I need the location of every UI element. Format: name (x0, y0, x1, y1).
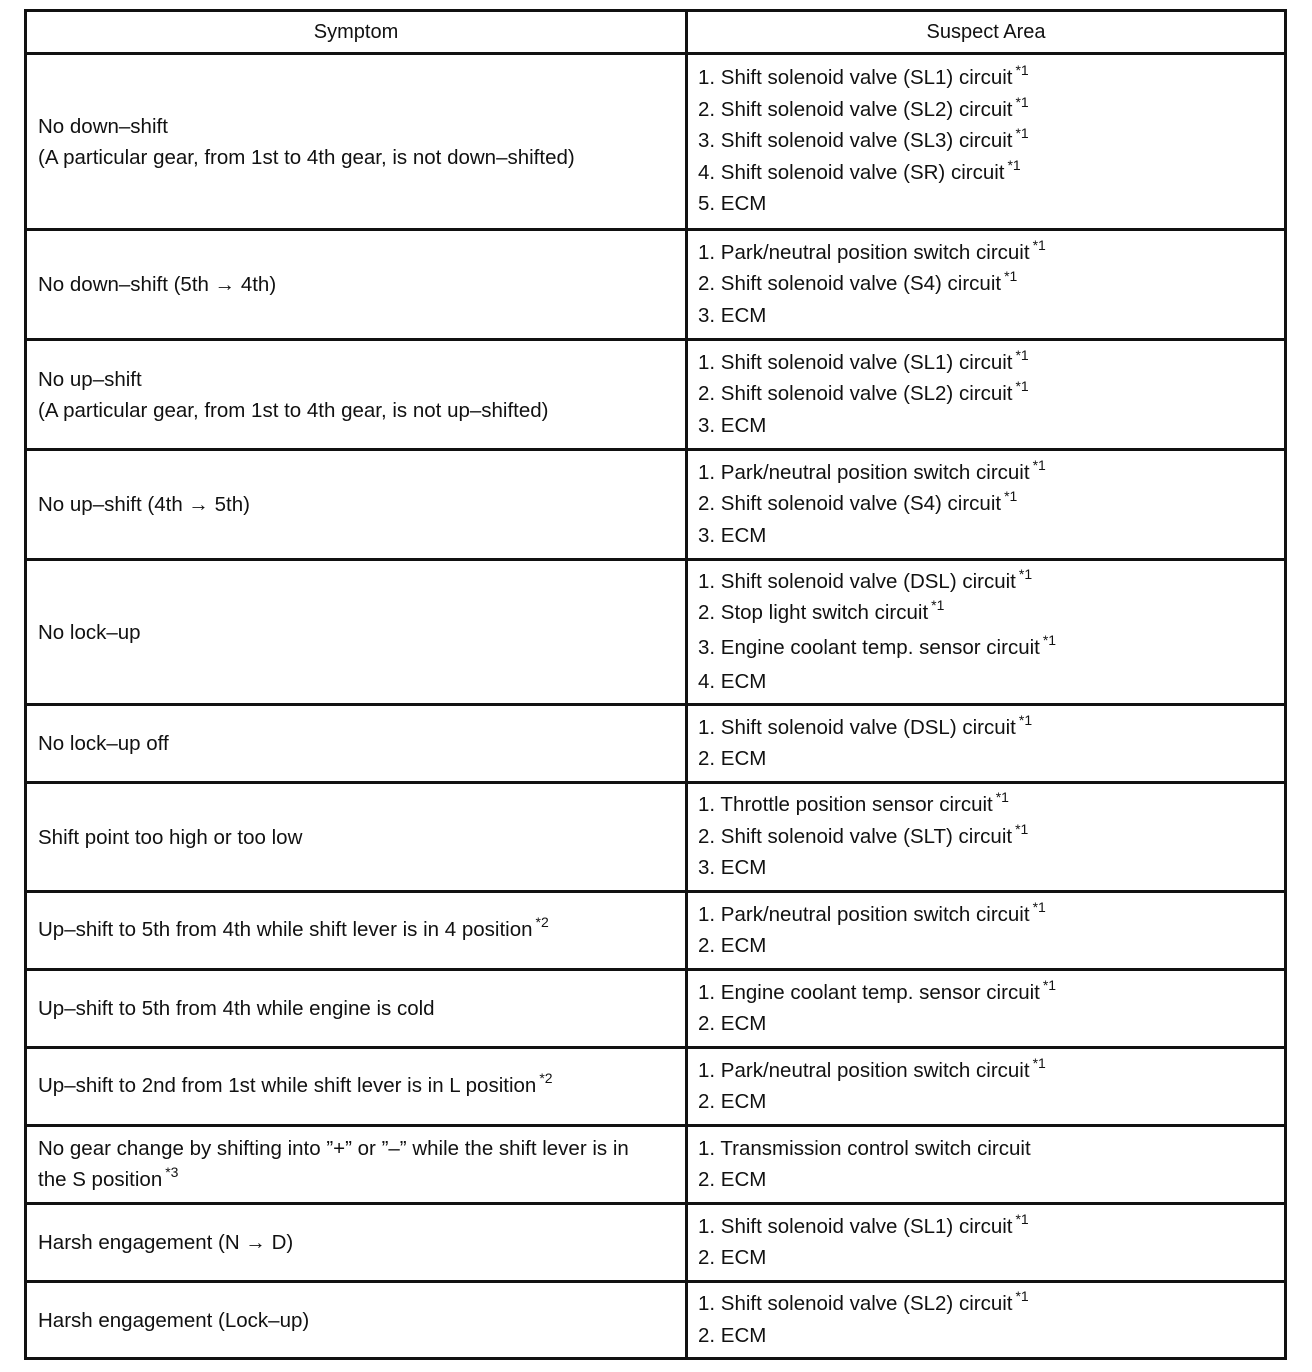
symptom-line (38, 728, 685, 759)
footnote-mark: *2 (535, 914, 549, 930)
suspect-text: 2. Shift solenoid valve (S4) circuit (698, 492, 1002, 516)
footnote-mark: *1 (1015, 346, 1029, 363)
suspect-text: 3. ECM (698, 523, 767, 547)
footnote-mark: *1 (1004, 268, 1018, 285)
symptom-cell (26, 54, 687, 230)
table-row (26, 970, 1286, 1048)
symptom-cell (26, 783, 687, 892)
suspect-text: 3. ECM (698, 303, 767, 327)
suspect-item (698, 379, 1284, 411)
symptom-line (38, 364, 685, 395)
footnote-mark: *1 (1042, 976, 1057, 993)
suspect-item (698, 1134, 1284, 1165)
suspect-item (698, 189, 1284, 220)
suspect-area-cell (687, 892, 1286, 970)
symptom-text: No lock–up off (38, 732, 169, 755)
symptom-line (38, 617, 685, 648)
suspect-item (698, 598, 1284, 630)
footnote-mark: *1 (1032, 898, 1046, 915)
symptom-cell (26, 450, 687, 560)
suspect-text: 2. ECM (698, 1167, 767, 1191)
symptom-line (38, 1305, 685, 1336)
header-row (26, 11, 1286, 54)
suspect-item (698, 931, 1284, 962)
suspect-item (698, 1289, 1284, 1321)
suspect-text: 1. Shift solenoid valve (SL1) circuit (698, 66, 1013, 90)
symptom-cell (26, 1126, 687, 1204)
symptom-line (38, 1164, 685, 1197)
footnote-mark: *1 (995, 789, 1009, 806)
symptom-text: No down–shift (38, 114, 168, 138)
suspect-text: 2. ECM (698, 747, 767, 770)
suspect-item (698, 667, 1284, 698)
suspect-item (698, 158, 1284, 190)
suspect-text: 2. Shift solenoid valve (SL2) circuit (698, 382, 1013, 406)
suspect-area-cell (687, 1204, 1286, 1282)
suspect-item (698, 822, 1284, 854)
suspect-item (698, 301, 1284, 332)
suspect-item (698, 567, 1284, 599)
table-row (26, 783, 1286, 892)
symptom-text: Up–shift to 5th from 4th while shift lever is in 4 position (38, 918, 533, 941)
footnote-mark: *1 (1032, 236, 1046, 253)
suspect-text: 4. ECM (698, 670, 767, 693)
suspect-item (698, 1165, 1284, 1196)
symptom-line (38, 489, 685, 520)
table-row (26, 230, 1286, 340)
symptom-line (38, 914, 685, 947)
suspect-area-cell (687, 1048, 1286, 1126)
suspect-item (698, 411, 1284, 442)
table-row (26, 450, 1286, 560)
suspect-item (698, 95, 1284, 127)
suspect-area-cell (687, 1282, 1286, 1359)
symptom-text: No up–shift (38, 367, 142, 391)
suspect-area-cell (687, 54, 1286, 230)
symptom-text: Harsh engagement (Lock–up) (38, 1308, 310, 1332)
footnote-mark: *1 (1015, 1288, 1029, 1304)
symptom-text: Up–shift to 2nd from 1st while shift lever is in L position (38, 1074, 537, 1097)
suspect-item (698, 348, 1284, 380)
suspect-text: 2. ECM (698, 1246, 767, 1269)
suspect-item (698, 1243, 1284, 1274)
suspect-area-cell (687, 705, 1286, 783)
symptom-cell (26, 560, 687, 705)
suspect-area-cell (687, 783, 1286, 892)
suspect-item (698, 1009, 1284, 1040)
symptom-text: No lock–up (38, 620, 141, 644)
suspect-item (698, 1056, 1284, 1088)
suspect-item (698, 790, 1284, 822)
symptom-text: Shift point too high or too low (38, 825, 303, 849)
suspect-item (698, 744, 1284, 775)
footnote-mark: *1 (1007, 156, 1021, 173)
suspect-text: 5. ECM (698, 192, 767, 216)
symptom-line (38, 822, 685, 853)
symptom-text: (A particular gear, from 1st to 4th gear, is not up–shifted) (38, 398, 549, 422)
symptom-text: Harsh engagement (N → D) (38, 1231, 294, 1254)
table-row (26, 705, 1286, 783)
symptom-cell (26, 1204, 687, 1282)
suspect-area-cell (687, 970, 1286, 1048)
symptom-text: No gear change by shifting into ”+” or ”–” while the shift lever is in (38, 1136, 629, 1160)
suspect-text: 1. Throttle position sensor circuit (698, 793, 993, 817)
suspect-item (698, 713, 1284, 745)
suspect-text: 4. Shift solenoid valve (SR) circuit (698, 160, 1005, 184)
suspect-text: 2. Stop light switch circuit (698, 601, 929, 624)
suspect-text: 1. Shift solenoid valve (DSL) circuit (698, 715, 1016, 739)
suspect-text: 1. Park/neutral position switch circuit (698, 902, 1030, 926)
suspect-text: 2. ECM (698, 934, 767, 957)
suspect-item (698, 63, 1284, 95)
suspect-text: 3. Engine coolant temp. sensor circuit (698, 635, 1040, 659)
symptom-cell (26, 1048, 687, 1126)
suspect-text: 2. Shift solenoid valve (S4) circuit (698, 272, 1002, 296)
footnote-mark: *3 (165, 1163, 179, 1180)
suspect-area-cell (687, 340, 1286, 450)
symptom-cell (26, 340, 687, 450)
table-row (26, 1282, 1286, 1359)
symptom-cell (26, 1282, 687, 1359)
table-row (26, 54, 1286, 230)
suspect-text: 1. Shift solenoid valve (SL1) circuit (698, 1214, 1013, 1238)
suspect-area-cell (687, 230, 1286, 340)
suspect-item (698, 853, 1284, 884)
suspect-text: 2. ECM (698, 1323, 767, 1347)
suspect-text: 3. ECM (698, 856, 767, 880)
suspect-item (698, 458, 1284, 490)
symptom-cell (26, 892, 687, 970)
suspect-item (698, 978, 1284, 1010)
table-row (26, 892, 1286, 970)
symptom-text: No down–shift (5th → 4th) (38, 273, 277, 296)
suspect-item (698, 1321, 1284, 1352)
footnote-mark: *1 (1015, 820, 1029, 837)
suspect-text: 1. Engine coolant temp. sensor circuit (698, 980, 1040, 1004)
footnote-mark: *1 (1015, 378, 1029, 395)
symptom-text: (A particular gear, from 1st to 4th gear, is not down–shifted) (38, 145, 575, 169)
suspect-text: 1. Transmission control switch circuit (698, 1137, 1031, 1160)
suspect-item (698, 238, 1284, 270)
suspect-item (698, 521, 1284, 552)
footnote-mark: *1 (1042, 631, 1057, 648)
footnote-mark: *1 (1015, 62, 1029, 79)
footnote-mark: *1 (931, 597, 945, 613)
suspect-text: 1. Park/neutral position switch circuit (698, 240, 1030, 264)
suspect-text: 1. Shift solenoid valve (DSL) circuit (698, 569, 1016, 593)
footnote-mark: *1 (1015, 1210, 1029, 1227)
suspect-text: 2. ECM (698, 1090, 767, 1113)
suspect-area-cell (687, 560, 1286, 705)
footnote-mark: *1 (1004, 488, 1018, 505)
suspect-item (698, 900, 1284, 932)
symptom-header: Symptom (26, 11, 687, 54)
symptom-line (38, 111, 685, 142)
table-row (26, 1048, 1286, 1126)
symptom-line (38, 993, 685, 1024)
suspect-area-cell (687, 450, 1286, 560)
symptom-line (38, 1070, 685, 1103)
footnote-mark: *1 (1018, 565, 1033, 582)
suspect-text: 3. Shift solenoid valve (SL3) circuit (698, 129, 1013, 153)
suspect-item (698, 269, 1284, 301)
symptom-text: the S position (38, 1167, 163, 1191)
suspect-text: 1. Shift solenoid valve (SL1) circuit (698, 350, 1013, 374)
suspect-area-cell (687, 1126, 1286, 1204)
symptom-cell (26, 970, 687, 1048)
symptom-line (38, 142, 685, 173)
suspect-text: 1. Shift solenoid valve (SL2) circuit (698, 1292, 1013, 1315)
symptom-table (24, 9, 1287, 1360)
table-body (26, 54, 1286, 1359)
symptom-cell (26, 230, 687, 340)
footnote-mark: *1 (1015, 125, 1029, 142)
suspect-text: 2. Shift solenoid valve (SLT) circuit (698, 824, 1013, 848)
footnote-mark: *1 (1032, 1054, 1046, 1071)
suspect-text: 1. Park/neutral position switch circuit (698, 1058, 1030, 1082)
suspect-text: 3. ECM (698, 413, 767, 437)
suspect-text: 2. ECM (698, 1012, 767, 1035)
table-row (26, 1204, 1286, 1282)
suspect-item (698, 633, 1284, 665)
symptom-line (38, 1133, 685, 1164)
footnote-mark: *1 (1015, 93, 1029, 110)
suspect-area-header: Suspect Area (687, 11, 1286, 54)
suspect-item (698, 126, 1284, 158)
suspect-item (698, 1212, 1284, 1244)
table-row (26, 340, 1286, 450)
symptom-line (38, 1227, 685, 1258)
footnote-mark: *1 (1018, 711, 1033, 728)
suspect-text: 2. Shift solenoid valve (SL2) circuit (698, 97, 1013, 121)
suspect-text: 1. Park/neutral position switch circuit (698, 460, 1030, 484)
symptom-text: Up–shift to 5th from 4th while engine is cold (38, 997, 435, 1020)
symptom-cell (26, 705, 687, 783)
table-row (26, 1126, 1286, 1204)
symptom-line (38, 269, 685, 300)
footnote-mark: *2 (539, 1070, 553, 1086)
symptom-line (38, 395, 685, 426)
table-row (26, 560, 1286, 705)
suspect-item (698, 1087, 1284, 1118)
suspect-item (698, 489, 1284, 521)
symptom-text: No up–shift (4th → 5th) (38, 493, 250, 516)
footnote-mark: *1 (1032, 456, 1046, 473)
